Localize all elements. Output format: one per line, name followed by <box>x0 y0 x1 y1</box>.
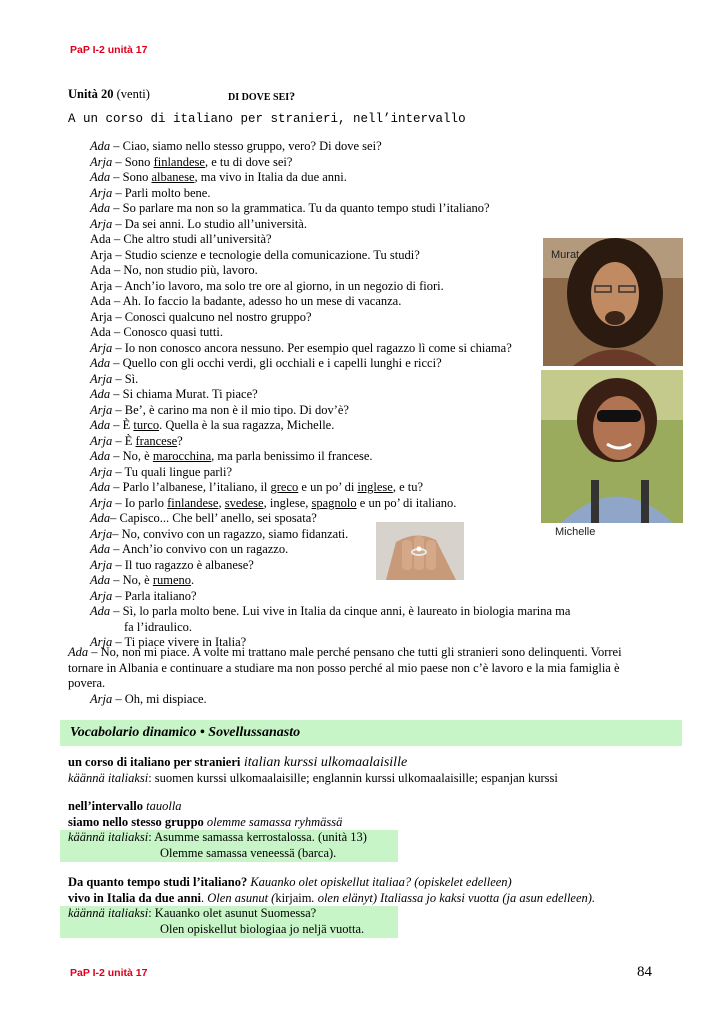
dialogue-line: Ada – Quello con gli occhi verdi, gli occhiali e i capelli lunghi e ricci? <box>90 356 442 370</box>
vocab-word: francese <box>135 433 178 448</box>
vocab-entry-1: un corso di italiano per stranieri italian kurssi ulkomaalaisille käännä italiaksi: suomen kurssi ulkomaalaisille; englannin kurssi ulkomaalaisille; espanjan kurssi <box>68 755 558 785</box>
unit-title: DI DOVE SEI? <box>228 89 296 103</box>
speaker-name: Arja <box>90 371 113 386</box>
speaker-name: Ada <box>90 356 111 370</box>
speaker-name: Arja <box>90 278 113 293</box>
speaker-name: Ada <box>90 201 111 215</box>
speaker-name: Ada <box>90 139 111 153</box>
page-footer: PaP I-2 unità 17 <box>70 967 148 979</box>
vocab-entry-3: Da quanto tempo studi l’italiano? Kauanko olet opiskellut italiaa? (opiskelet edelleen) vivo in Italia da due anni. Olen asunut (kirjaim. olen elänyt) Italiassa jo kaksi vuotta (ja asun edelleen). käännä italiaksi: Kauanko olet asunut Suomessa? Olen opiskellut biologiaa jo neljä vuotta. <box>68 875 596 936</box>
dialogue-line: Arja – Parla italiano? <box>90 588 197 603</box>
michelle-photo <box>541 370 683 523</box>
dialogue-line: fa l’idraulico. <box>124 619 193 634</box>
vocab-word: finlandese <box>167 495 219 510</box>
dialogue-line: Ada – Conosco quasi tutti. <box>90 325 223 339</box>
dialogue-line: Ada – Sono albanese, ma vivo in Italia da due anni. <box>90 170 347 184</box>
speaker-name: Ada <box>90 387 111 401</box>
speaker-name: Ada <box>90 418 111 432</box>
vocab-word: turco <box>133 418 160 432</box>
dialogue-line: Arja – Studio scienze e tecnologie della comunicazione. Tu studi? <box>90 247 420 262</box>
michelle-caption: Michelle <box>555 526 596 538</box>
vocab-word: spagnolo <box>311 495 357 510</box>
dialogue-line: Arja – Sì. <box>90 371 139 386</box>
subtitle: A un corso di italiano per stranieri, nell’intervallo <box>68 112 466 126</box>
vocab-word: finlandese <box>153 154 205 169</box>
speaker-name: Ada <box>90 604 111 618</box>
speaker-name: Ada <box>90 170 111 184</box>
vocab-word: inglese <box>357 480 393 494</box>
speaker-name: Arja <box>90 588 113 603</box>
speaker-name: Arja <box>90 216 113 231</box>
dialogue-line: Arja – Io non conosco ancora nessuno. Per esempio quel ragazzo lì come si chiama? <box>90 340 512 355</box>
dialogue-line: Ada – No, non studio più, lavoro. <box>90 263 258 277</box>
dialogue-line: Arja – Be’, è carino ma non è il mio tipo. Di dov’è? <box>90 402 349 417</box>
vocab-word: marocchina <box>152 449 212 463</box>
dialogue-line: Ada – Ah. Io faccio la badante, adesso ho un mese di vacanza. <box>90 294 402 308</box>
ring-photo <box>376 522 464 580</box>
dialogue-line: Ada – Sì, lo parla molto bene. Lui vive in Italia da cinque anni, è laureato in biologia marina ma <box>90 604 571 618</box>
dialogue-line: Arja – È francese? <box>90 433 183 448</box>
vocab-entry-2: nell’intervallo tauolla siamo nello stesso gruppo olemme samassa ryhmässä käännä italiaksi: Asumme samassa kerrostalossa. (unità 13) Olemme samassa veneessä (barca). <box>68 799 367 860</box>
dialogue-line: Arja – Parli molto bene. <box>90 185 211 200</box>
vocab-word: svedese <box>224 495 264 510</box>
dialogue-line: Arja– No, convivo con un ragazzo, siamo fidanzati. <box>90 526 349 541</box>
vocab-word: albanese <box>151 170 195 184</box>
vocab-word: rumeno <box>152 573 192 587</box>
dialogue-line: Ada – Anch’io convivo con un ragazzo. <box>90 542 289 556</box>
speaker-name: Arja <box>90 635 113 649</box>
dialogue <box>68 139 571 651</box>
speaker-name: Arja <box>90 433 113 448</box>
dialogue-line: Arja – Ti piace vivere in Italia? <box>90 635 247 649</box>
vocab-title: Vocabolario dinamico • Sovellussanasto <box>70 725 301 740</box>
dialogue-line: Ada – È turco. Quella è la sua ragazza, Michelle. <box>90 418 335 432</box>
page-header: PaP I-2 unità 17 <box>70 44 148 56</box>
speaker-name: Ada <box>90 573 111 587</box>
speaker-name: Arja <box>90 340 113 355</box>
speaker-name: Ada <box>90 542 111 556</box>
dialogue-line: Ada – Che altro studi all’università? <box>90 232 272 246</box>
murat-caption: Murat <box>551 249 580 261</box>
dialogue-line: Arja – Sono finlandese, e tu di dove sei? <box>90 154 293 169</box>
speaker-name: Ada <box>90 294 111 308</box>
dialogue-line: Arja – Tu quali lingue parli? <box>90 464 233 479</box>
speaker-name: Arja <box>90 557 113 572</box>
dialogue-line: Arja – Anch’io lavoro, ma solo tre ore al giorno, in un negozio di fiori. <box>90 278 444 293</box>
vocab-word: greco <box>270 480 299 494</box>
speaker-name: Ada <box>90 263 111 277</box>
speaker-name: Arja <box>90 464 113 479</box>
dialogue-line: Ada – Ciao, siamo nello stesso gruppo, vero? Di dove sei? <box>90 139 382 153</box>
speaker-name: Arja <box>90 526 113 541</box>
dialogue-line: Arja – Conosci qualcuno nel nostro gruppo? <box>90 309 312 324</box>
dialogue-line: Arja – Da sei anni. Lo studio all’università. <box>90 216 307 231</box>
speaker-name: Ada <box>90 232 111 246</box>
dialogue-line: Ada – Si chiama Murat. Ti piace? <box>90 387 258 401</box>
dialogue-line: Arja – Io parlo finlandese, svedese, inglese, spagnolo e un po’ di italiano. <box>90 495 457 510</box>
page-number: 84 <box>637 964 652 980</box>
speaker-name: Ada <box>90 511 111 525</box>
dialogue-line: Ada– Capisco... Che bell’ anello, sei sposata? <box>90 511 317 525</box>
speaker-name: Arja <box>90 154 113 169</box>
speaker-name: Arja <box>90 495 113 510</box>
final-reply: Arja – Oh, mi dispiace. <box>90 692 207 706</box>
final-paragraph: Ada – No, non mi piace. A volte mi trattano male perché pensano che tutti gli stranieri sono delinquenti. Vorrei tornare in Albania e continuare a studiare ma non posso perché al mio paese non c’è lavoro e la mia famiglia è povera. <box>68 645 622 690</box>
dialogue-line: Ada – No, è rumeno. <box>90 573 195 587</box>
unit-heading: Unità 20 (venti) <box>68 87 150 101</box>
speaker-name: Arja <box>90 309 113 324</box>
speaker-name: Ada <box>90 449 111 463</box>
speaker-name: Arja <box>90 247 113 262</box>
speaker-name: Ada <box>90 325 111 339</box>
speaker-name: Arja <box>90 185 113 200</box>
dialogue-line: Ada – So parlare ma non so la grammatica. Tu da quanto tempo studi l’italiano? <box>90 201 490 215</box>
dialogue-line: Ada – No, è marocchina, ma parla benissimo il francese. <box>90 449 373 463</box>
speaker-name: Ada <box>90 480 111 494</box>
speaker-name: Arja <box>90 402 113 417</box>
dialogue-line: Arja – Il tuo ragazzo è albanese? <box>90 557 254 572</box>
dialogue-line: Ada – Parlo l’albanese, l’italiano, il greco e un po’ di inglese, e tu? <box>90 480 424 494</box>
